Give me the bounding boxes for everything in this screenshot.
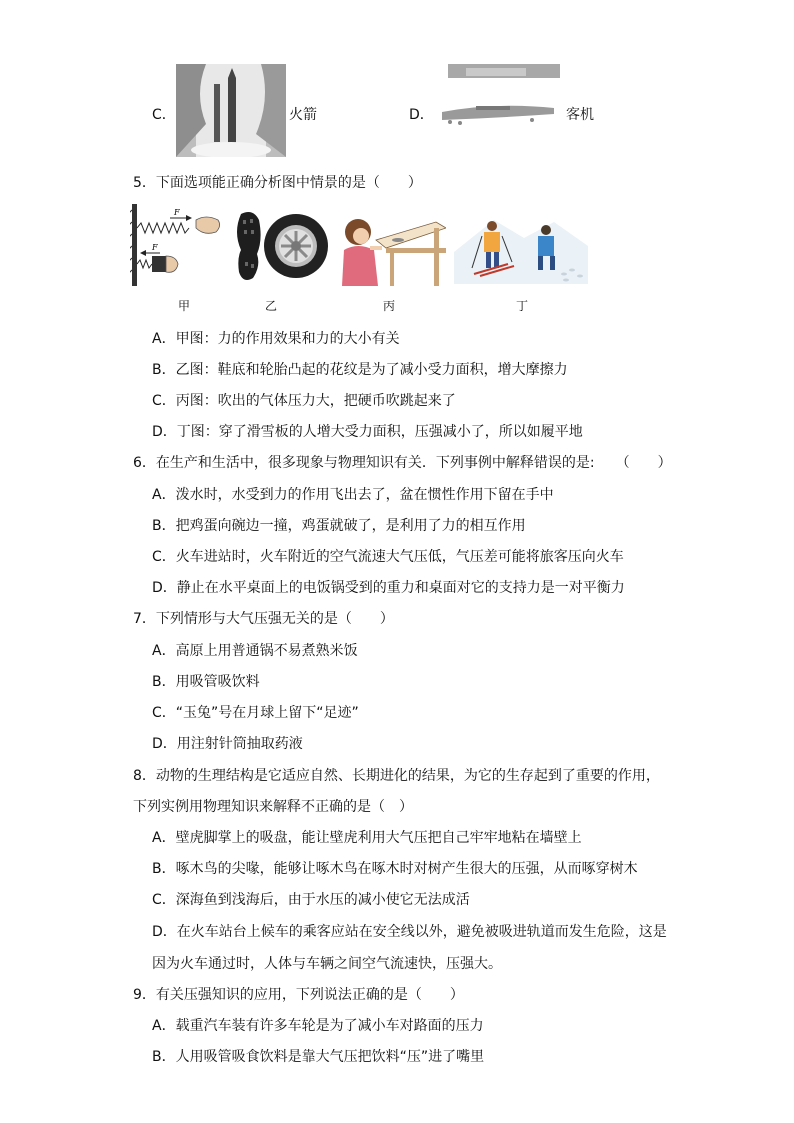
q6-option-c: C．火车进站时，火车附近的空气流速大气压低，气压差可能将旅客压向火车 [152, 549, 624, 565]
svg-text:F: F [174, 208, 180, 217]
caption-bing: 丙 [383, 299, 396, 313]
option-c-label: 火箭 [289, 107, 317, 123]
caption-ding: 丁 [516, 299, 529, 313]
option-d-label: 客机 [566, 107, 594, 123]
figure-jia-spring [130, 204, 230, 286]
option-d-letter: D． [409, 107, 434, 123]
figure-bing-blow-coin [336, 210, 446, 286]
q9-option-a: A．载重汽车装有许多车轮是为了减小车对路面的压力 [152, 1018, 484, 1034]
question-7-stem: 7．下列情形与大气压强无关的是（ ） [133, 611, 394, 627]
question-8-stem-line-1: 8．动物的生理结构是它适应自然、长期进化的结果，为它的生存起到了重要的作用， [133, 768, 660, 784]
figure-yi-shoe-tire [233, 210, 329, 282]
figure-ding-snow [454, 212, 588, 284]
q7-option-d: D．用注射针筒抽取药液 [152, 736, 303, 752]
q7-option-c: C．“玉兔”号在月球上留下“足迹” [152, 705, 359, 721]
q5-option-a: A．甲图：力的作用效果和力的大小有关 [152, 331, 400, 347]
question-8-stem-line-2: 下列实例用物理知识来解释不正确的是（ ） [133, 799, 413, 815]
q5-option-b: B．乙图：鞋底和轮胎凸起的花纹是为了减小受力面积，增大摩擦力 [152, 362, 568, 378]
q8-option-c: C．深海鱼到浅海后，由于水压的减小使它无法成活 [152, 892, 470, 908]
q8-option-d-continued: 因为火车通过时，人体与车辆之间空气流速快，压强大。 [152, 956, 502, 972]
q8-option-d: D．在火车站台上候车的乘客应站在安全线以外，避免被吸进轨道而发生危险，这是 [152, 924, 667, 940]
svg-text:F: F [152, 243, 158, 252]
q8-option-a: A．壁虎脚掌上的吸盘，能让壁虎利用大气压把自己牢牢地粘在墙壁上 [152, 830, 582, 846]
q6-option-d: D．静止在水平桌面上的电饭锅受到的重力和桌面对它的支持力是一对平衡力 [152, 580, 625, 596]
q6-option-b: B．把鸡蛋向碗边一撞，鸡蛋就破了，是利用了力的相互作用 [152, 518, 526, 534]
option-c-letter: C． [152, 107, 176, 123]
q5-option-d: D．丁图：穿了滑雪板的人增大受力面积，压强减小了，所以如履平地 [152, 424, 583, 440]
q6-option-a: A．泼水时，水受到力的作用飞出去了，盆在惯性作用下留在手中 [152, 487, 554, 503]
question-9-stem: 9．有关压强知识的应用，下列说法正确的是（ ） [133, 987, 464, 1003]
airliner-photo [436, 64, 562, 128]
caption-jia: 甲 [178, 299, 191, 313]
q7-option-a: A．高原上用普通锅不易煮熟米饭 [152, 643, 358, 659]
q7-option-b: B．用吸管吸饮料 [152, 674, 260, 690]
q9-option-b: B．人用吸管吸食饮料是靠大气压把饮料“压”进了嘴里 [152, 1049, 485, 1065]
caption-yi: 乙 [265, 299, 278, 313]
question-5-stem: 5．下面选项能正确分析图中情景的是（ ） [133, 175, 422, 191]
q5-option-c: C．丙图：吹出的气体压力大，把硬币吹跳起来了 [152, 393, 456, 409]
question-6-stem: 6．在生产和生活中，很多现象与物理知识有关．下列事例中解释错误的是: （ ） [133, 455, 672, 471]
rocket-photo [176, 64, 286, 157]
q8-option-b: B．啄木鸟的尖喙，能够让啄木鸟在啄木时对树产生很大的压强，从而啄穿树木 [152, 861, 638, 877]
